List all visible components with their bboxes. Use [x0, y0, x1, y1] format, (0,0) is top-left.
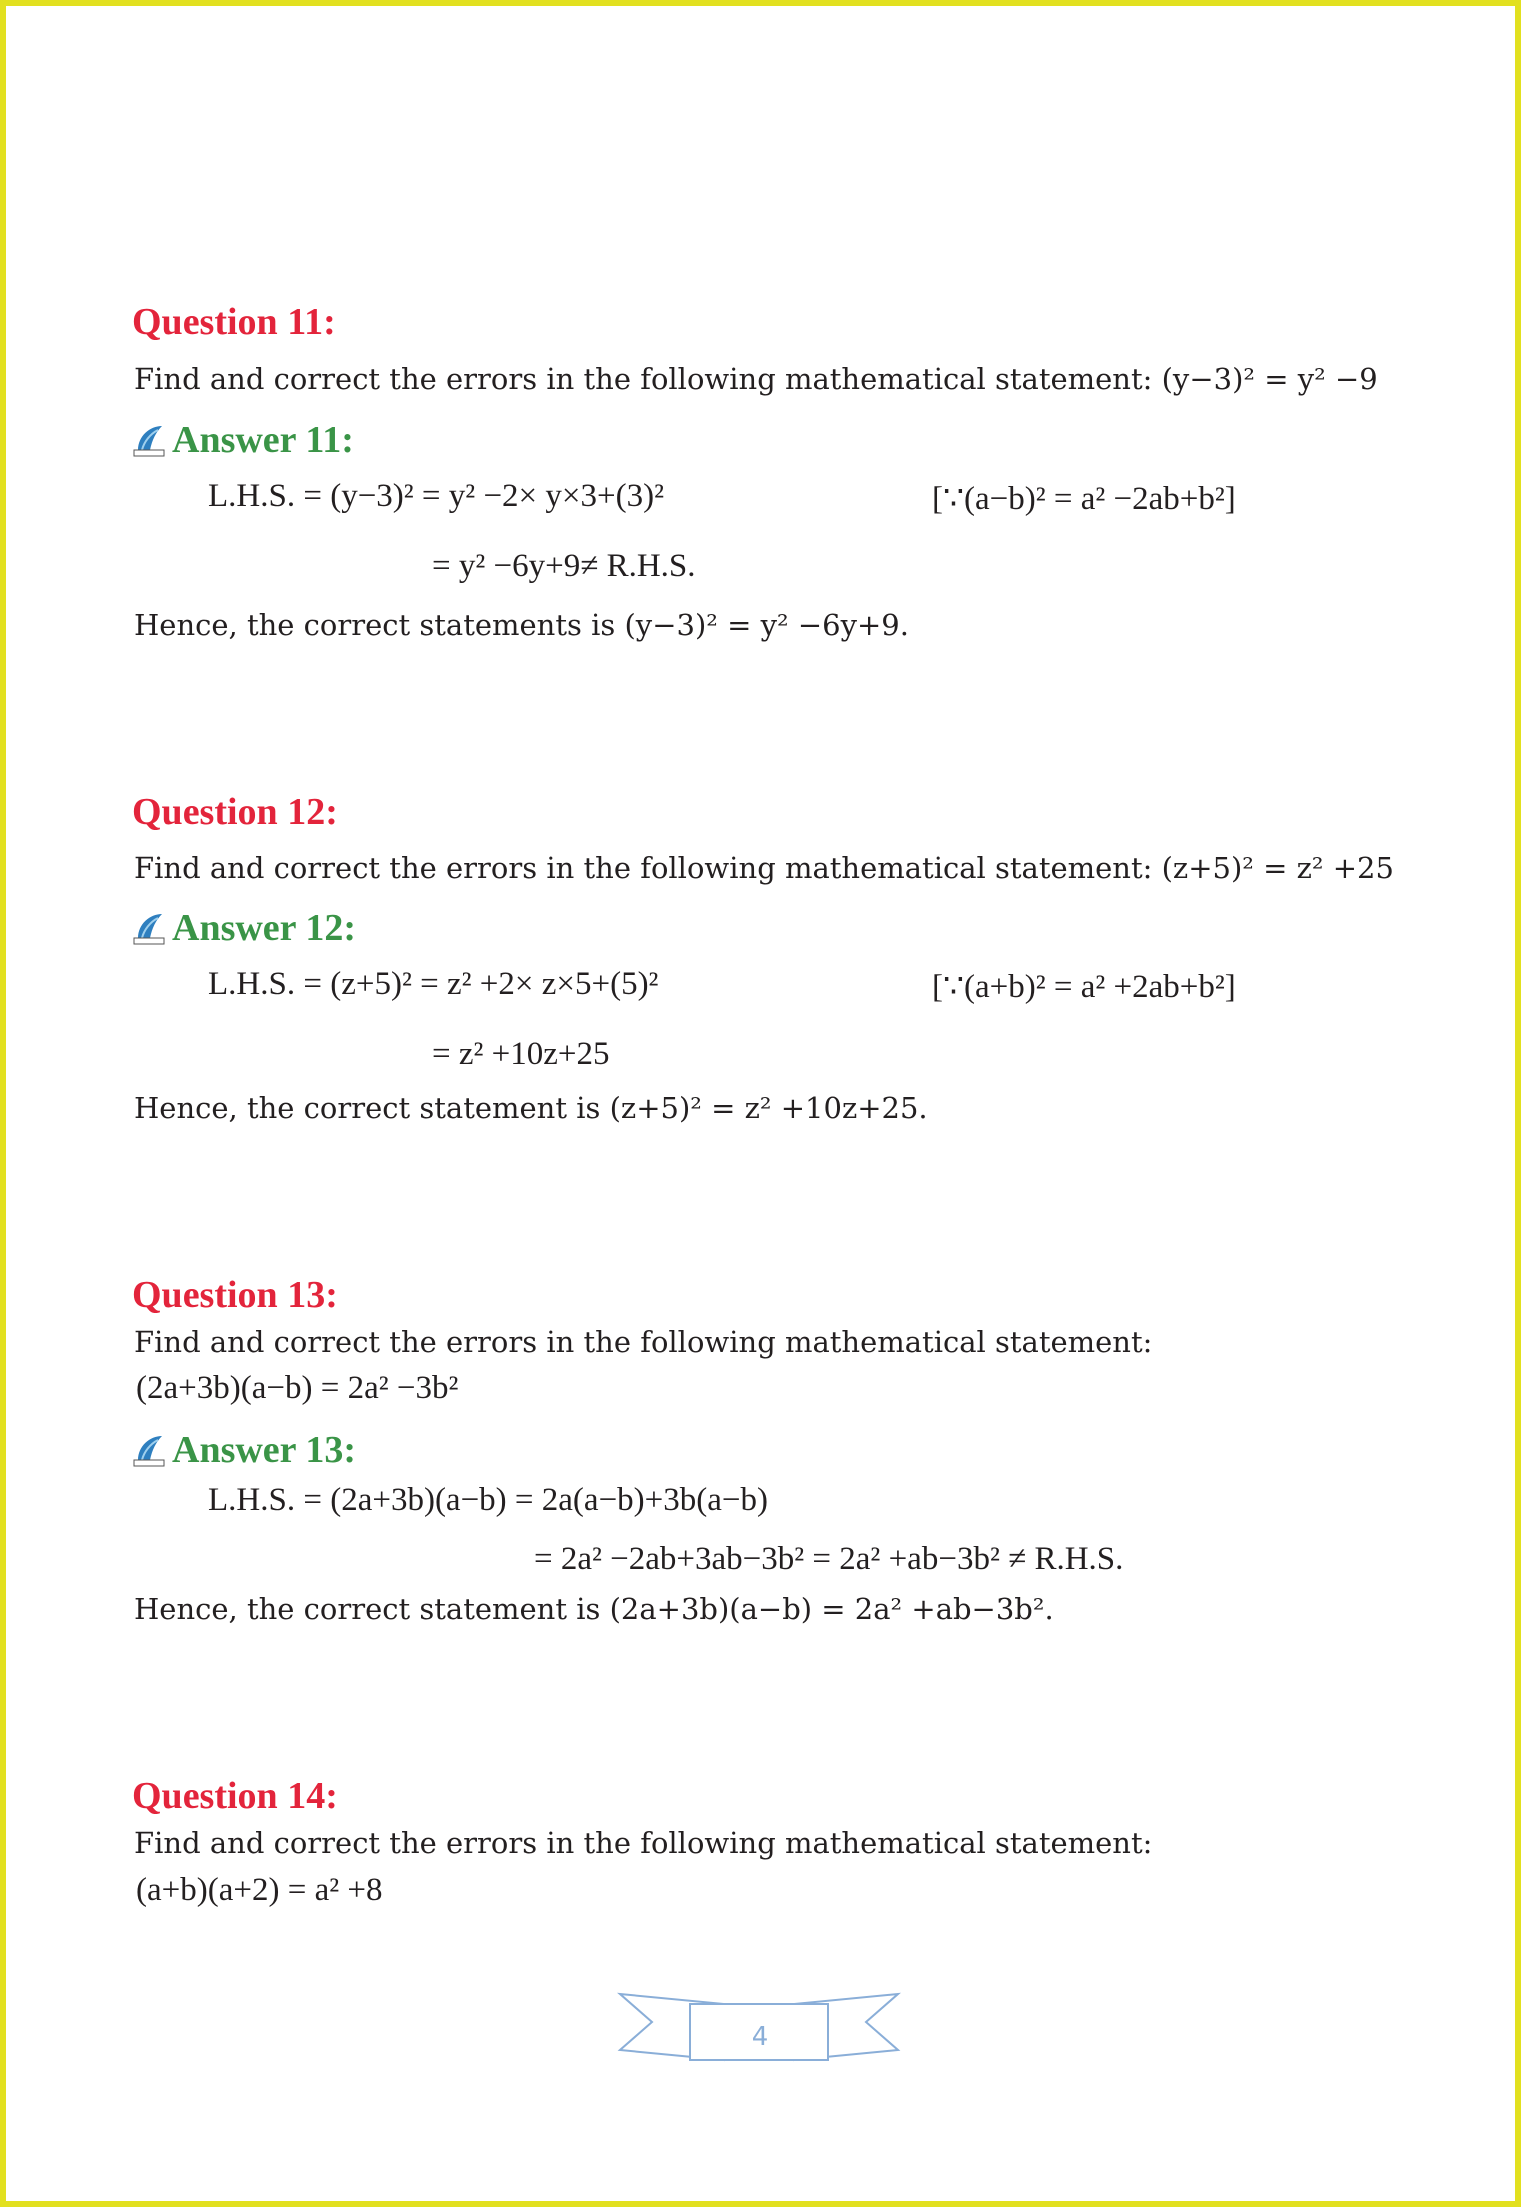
answer-13-step-2: = 2a² −2ab+3ab−3b² = 2a² +ab−3b² ≠ R.H.S. — [534, 1541, 1124, 1577]
question-13-heading: Question 13: — [132, 1274, 338, 1316]
answer-13-step-1: L.H.S. = (2a+3b)(a−b) = 2a(a−b)+3b(a−b) — [208, 1482, 769, 1518]
question-14-statement: (a+b)(a+2) = a² +8 — [136, 1872, 383, 1908]
answer-12-identity: [∵(a+b)² = a² +2ab+b²] — [932, 969, 1236, 1005]
question-11-prompt: Find and correct the errors in the following mathematical statement: (y−3)² = y² −9 — [134, 362, 1378, 396]
answer-12-step-1: L.H.S. = (z+5)² = z² +2× z×5+(5)² — [208, 966, 659, 1002]
answer-12-conclusion: Hence, the correct statement is (z+5)² = z² +10z+25. — [134, 1091, 928, 1125]
answer-logo-icon — [132, 910, 166, 946]
question-11-heading: Question 11: — [132, 301, 336, 343]
answer-11-step-1: L.H.S. = (y−3)² = y² −2× y×3+(3)² — [208, 478, 665, 514]
question-14-heading: Question 14: — [132, 1775, 338, 1817]
question-12-prompt: Find and correct the errors in the following mathematical statement: (z+5)² = z² +25 — [134, 851, 1394, 885]
answer-12-step-2: = z² +10z+25 — [432, 1036, 610, 1072]
question-12-heading: Question 12: — [132, 791, 338, 833]
answer-logo-icon — [132, 1432, 166, 1468]
question-13-statement: (2a+3b)(a−b) = 2a² −3b² — [136, 1370, 459, 1406]
question-14-prompt: Find and correct the errors in the following mathematical statement: — [134, 1826, 1153, 1860]
answer-11-conclusion: Hence, the correct statements is (y−3)² = y² −6y+9. — [134, 608, 909, 642]
question-13-prompt: Find and correct the errors in the following mathematical statement: — [134, 1325, 1153, 1359]
page-number: 4 — [751, 2022, 769, 2052]
answer-11-identity: [∵(a−b)² = a² −2ab+b²] — [932, 481, 1236, 517]
answer-13-heading: Answer 13: — [172, 1429, 357, 1471]
answer-11-heading: Answer 11: — [172, 419, 354, 461]
answer-12-heading: Answer 12: — [172, 907, 357, 949]
answer-11-step-2: = y² −6y+9≠ R.H.S. — [432, 548, 696, 584]
answer-13-conclusion: Hence, the correct statement is (2a+3b)(a−b) = 2a² +ab−3b². — [134, 1592, 1054, 1626]
answer-logo-icon — [132, 422, 166, 458]
